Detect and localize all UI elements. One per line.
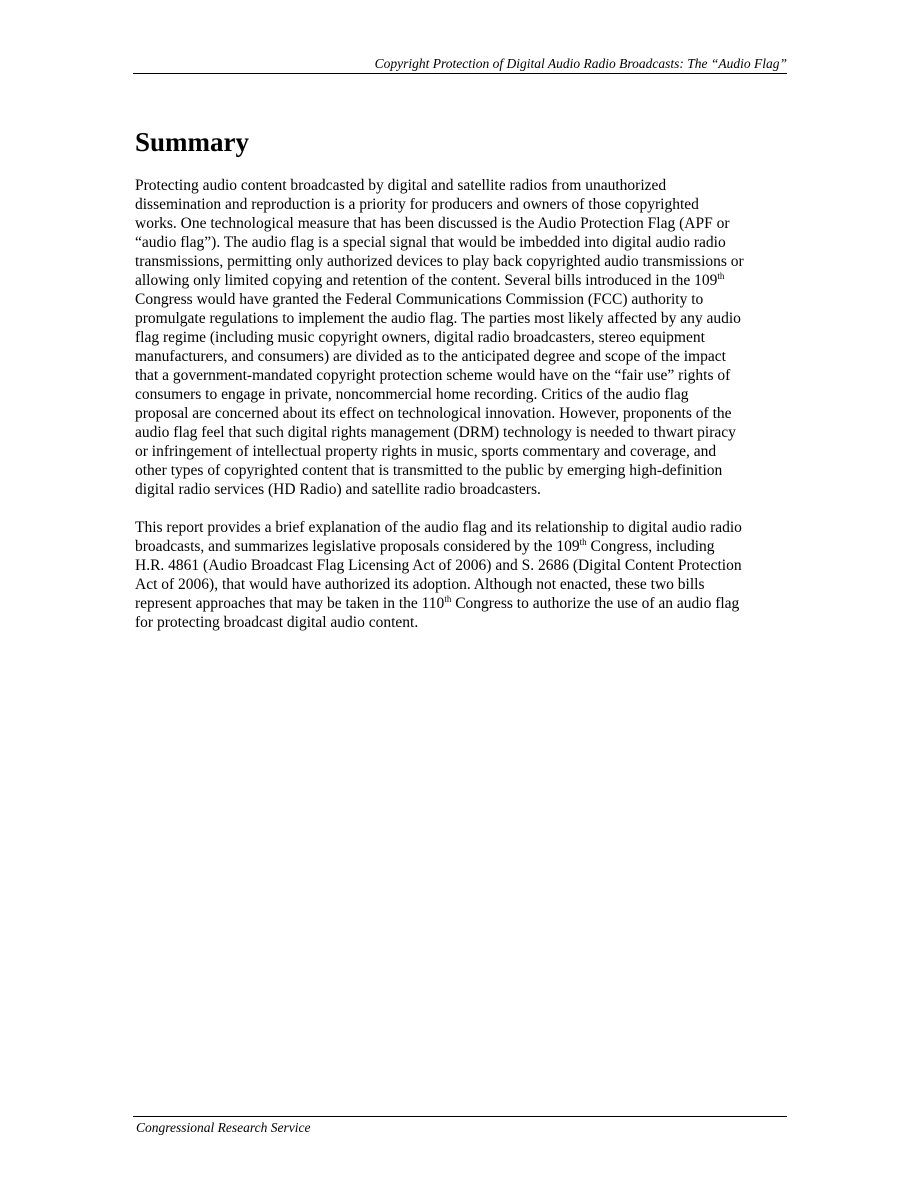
ordinal-suffix: th [579,537,587,547]
text-line: or infringement of intellectual property rights in music, sports commentary and coverage, and [135,443,717,460]
text-line: consumers to engage in private, noncommercial home recording. Critics of the audio flag [135,386,689,403]
text-line: H.R. 4861 (Audio Broadcast Flag Licensing Act of 2006) and S. 2686 (Digital Content Protection [135,557,742,574]
text-line: promulgate regulations to implement the audio flag. The parties most likely affected by any audio [135,310,741,327]
summary-paragraph-2 [135,518,795,632]
text-segment: Congress, including [586,538,715,555]
text-line: proposal are concerned about its effect on technological innovation. However, proponents of the [135,405,732,422]
text-line [135,537,795,556]
text-segment: Congress to authorize the use of an audio flag [451,595,740,612]
text-line: Congress would have granted the Federal Communications Commission (FCC) authority to [135,291,704,308]
text-line: for protecting broadcast digital audio content. [135,614,419,631]
footer-rule [133,1116,787,1117]
text-line: manufacturers, and consumers) are divided as to the anticipated degree and scope of the impact [135,348,726,365]
text-line: transmissions, permitting only authorized devices to play back copyrighted audio transmissions or [135,253,744,270]
ordinal-suffix: th [444,594,452,604]
running-header: Copyright Protection of Digital Audio Radio Broadcasts: The “Audio Flag” [374,56,787,71]
ordinal-suffix: th [717,271,725,281]
text-line: flag regime (including music copyright owners, digital radio broadcasters, stereo equipment [135,329,705,346]
summary-paragraph-1 [135,176,795,499]
text-line [135,271,795,290]
section-title: Summary [135,127,249,157]
text-line: works. One technological measure that has been discussed is the Audio Protection Flag (APF or [135,215,730,232]
text-line: “audio flag”). The audio flag is a special signal that would be imbedded into digital audio radio [135,234,726,251]
text-segment: represent approaches that may be taken in the 110 [135,595,445,612]
text-line: other types of copyrighted content that is transmitted to the public by emerging high-definition [135,462,723,479]
text-line: Act of 2006), that would have authorized its adoption. Although not enacted, these two bills [135,576,705,593]
text-line: digital radio services (HD Radio) and satellite radio broadcasters. [135,481,541,498]
text-line: that a government-mandated copyright protection scheme would have on the “fair use” rights of [135,367,731,384]
text-line: Protecting audio content broadcasted by digital and satellite radios from unauthorized [135,177,667,194]
text-segment: broadcasts, and summarizes legislative proposals considered by the 109 [135,538,580,555]
text-line: dissemination and reproduction is a priority for producers and owners of those copyrighted [135,196,699,213]
header-rule [133,73,787,74]
running-footer: Congressional Research Service [136,1120,311,1135]
text-segment: allowing only limited copying and retention of the content. Several bills introduced in the 109 [135,272,718,289]
text-line: This report provides a brief explanation of the audio flag and its relationship to digital audio radio [135,519,742,536]
text-line: audio flag feel that such digital rights management (DRM) technology is needed to thwart piracy [135,424,736,441]
summary-content [135,176,795,651]
text-line [135,594,795,613]
